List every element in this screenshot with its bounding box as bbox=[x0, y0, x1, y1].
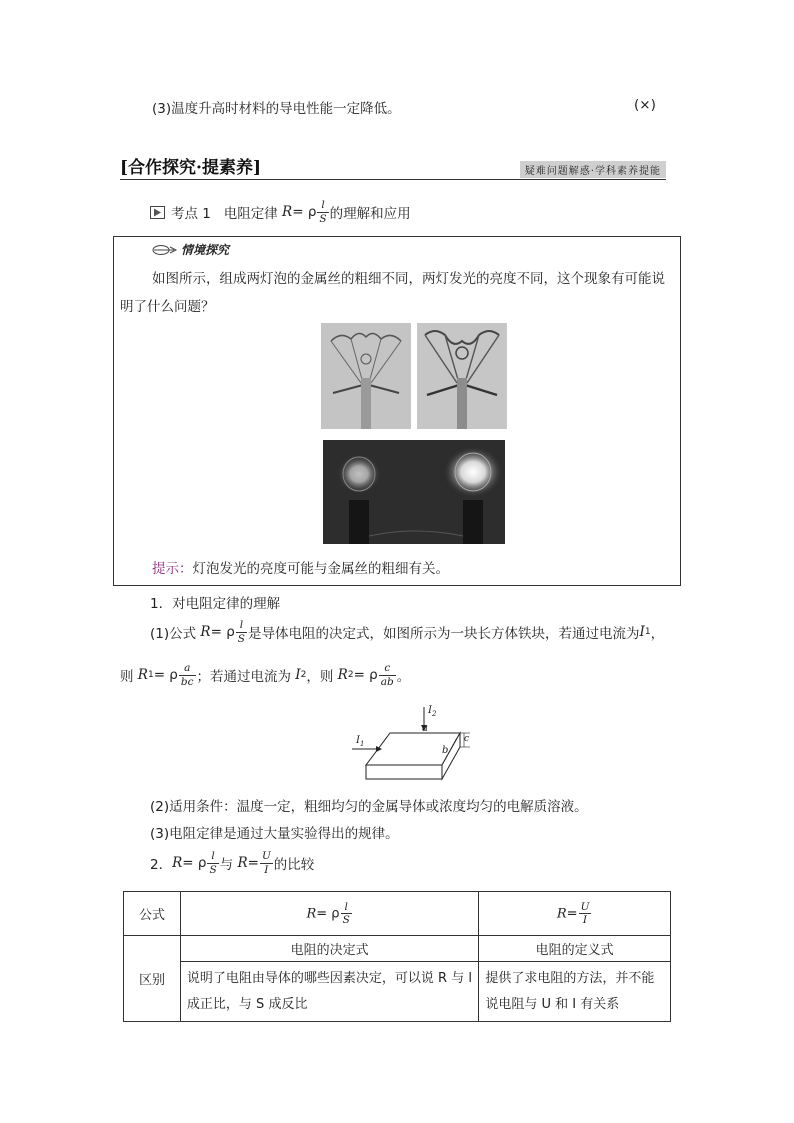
bulb-photo-left bbox=[321, 323, 411, 429]
play-triangle-icon bbox=[150, 206, 165, 219]
formula-determinant: R= ρ $\frac{l}{S}$ bbox=[180, 892, 478, 936]
col1-head: 电阻的决定式 bbox=[180, 936, 478, 962]
section-header bbox=[120, 153, 666, 180]
point1-para3: (3)电阻定律是通过大量实验得出的规律。 bbox=[150, 826, 399, 842]
topic-formula-r: R bbox=[282, 204, 293, 220]
topic-formula-fraction: $\frac{l}{S}$ bbox=[319, 199, 327, 225]
hint-label: 提示： bbox=[152, 561, 193, 577]
label-i2: $I_2$ bbox=[428, 705, 437, 718]
point1-para2: (2)适用条件：温度一定，粗细均匀的金属导体或浓度均匀的电解质溶液。 bbox=[150, 799, 588, 815]
formula-definition: R= $\frac{U}{I}$ bbox=[479, 892, 671, 936]
comparison-table bbox=[123, 891, 671, 1022]
col2-body: 提供了求电阻的方法，并不能说电阻与 U 和 I 有关系 bbox=[479, 962, 671, 1022]
col1-body: 说明了电阻由导体的哪些因素决定，可以说 R 与 l 成正比，与 S 成反比 bbox=[180, 962, 478, 1022]
row-label-difference: 区别 bbox=[124, 936, 181, 1022]
scenario-box bbox=[113, 236, 681, 586]
lit-bulbs-photo bbox=[323, 440, 505, 544]
section-subtitle: 疑难问题解惑·学科素养提能 bbox=[520, 161, 666, 178]
statement-3-mark: (×) bbox=[634, 97, 656, 113]
topic-suffix: 的理解和应用 bbox=[329, 206, 411, 222]
point1-para1-line2: 则 R 1 = ρ $\frac{a}{bc}$ ；若通过电流为 I 2 ，则 R 2 = ρ $\frac{c}{ab}$ 。 bbox=[120, 662, 411, 688]
point2-heading: 2． R = ρ $\frac{l}{S}$ 与 R = $\frac{U}{I}$ 的比较 bbox=[150, 850, 315, 876]
topic-formula-eq: = ρ bbox=[292, 204, 317, 220]
topic-heading bbox=[150, 200, 411, 224]
point1-heading: 1．对电阻定律的理解 bbox=[150, 596, 281, 612]
point1-para1-line1: (1)公式 R = ρ $\frac{l}{S}$ 是导体电阻的决定式，如图所示为一块长方体铁块，若通过电流为 I 1 ， bbox=[150, 619, 665, 645]
section-title: [合作探究·提素养] bbox=[120, 158, 262, 178]
label-a: a bbox=[422, 723, 428, 734]
leaf-icon bbox=[152, 244, 178, 256]
statement-3: (3)温度升高时材料的导电性能一定降低。 bbox=[152, 101, 401, 117]
row-label-formula: 公式 bbox=[124, 892, 181, 936]
hint-text: 灯泡发光的亮度可能与金属丝的粗细有关。 bbox=[192, 561, 449, 577]
bulb-photo-right bbox=[417, 323, 507, 429]
topic-prefix: 考点 1 电阻定律 bbox=[171, 206, 283, 222]
col2-head: 电阻的定义式 bbox=[479, 936, 671, 962]
scenario-tag: 情境探究 bbox=[152, 241, 229, 258]
scenario-hint bbox=[152, 557, 449, 577]
label-i1: $I_1$ bbox=[356, 735, 365, 748]
label-b: b bbox=[442, 745, 449, 756]
label-c: c bbox=[464, 734, 470, 744]
iron-block-diagram bbox=[350, 703, 480, 788]
scenario-question: 如图所示，组成两灯泡的金属丝的粗细不同，两灯发光的亮度不同，这个现象有可能说明了什么问题？ bbox=[120, 271, 665, 315]
